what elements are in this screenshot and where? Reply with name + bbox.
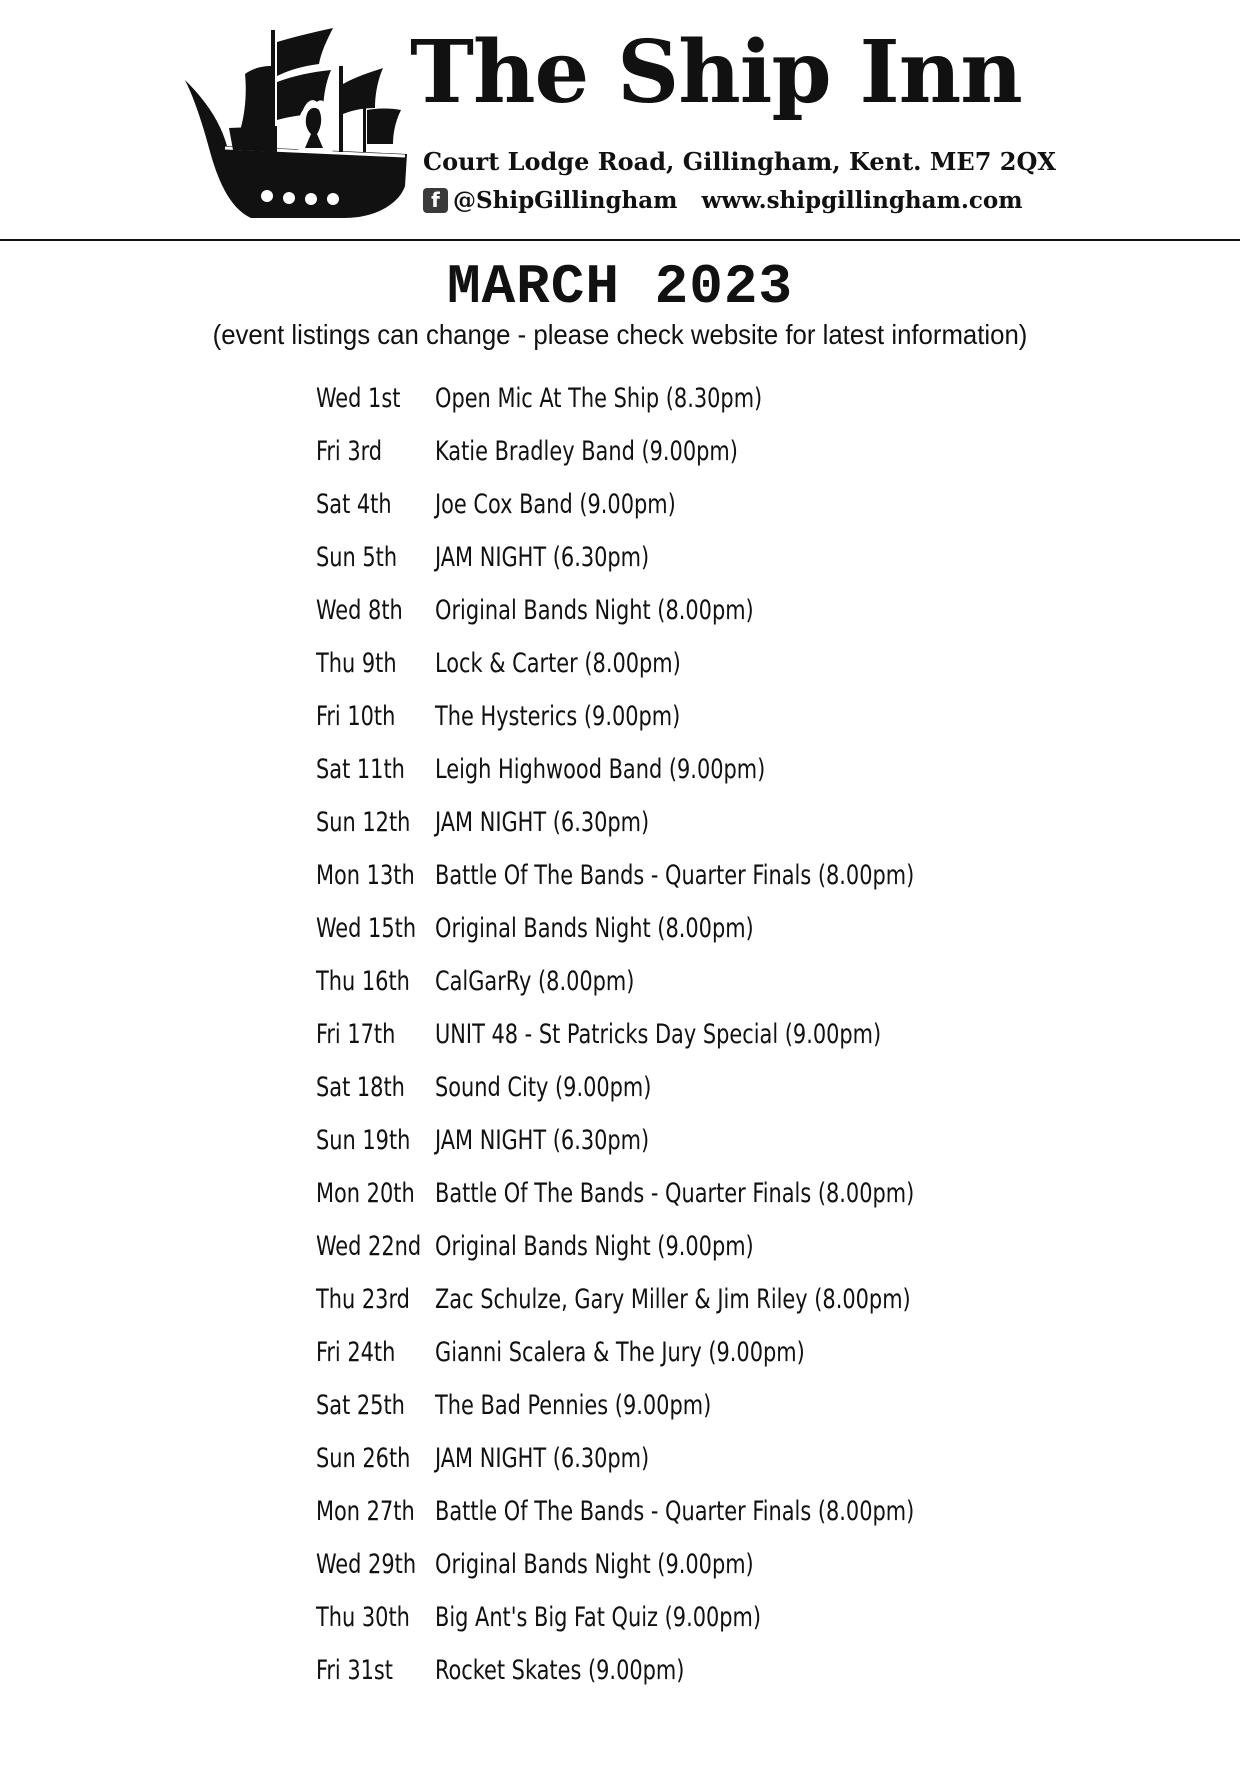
event-row: [316, 478, 992, 531]
event-name: Big Ant's Big Fat Quiz (9.00pm): [435, 1602, 762, 1633]
event-list: [316, 372, 992, 1697]
event-row: [316, 531, 992, 584]
event-date: Fri 17th: [316, 1019, 396, 1050]
event-row: [316, 1167, 992, 1220]
event-date: Fri 24th: [316, 1337, 396, 1368]
contact-line: [423, 186, 1023, 214]
event-name: Katie Bradley Band (9.00pm): [435, 436, 738, 467]
event-row: [316, 955, 992, 1008]
event-name: CalGarRy (8.00pm): [435, 966, 635, 997]
social-handle[interactable]: @ShipGillingham: [453, 186, 678, 214]
event-date: Sat 25th: [316, 1390, 405, 1421]
event-name: Zac Schulze, Gary Miller & Jim Riley (8.00pm): [435, 1284, 911, 1315]
month-title: MARCH 2023: [446, 255, 794, 319]
event-row: [316, 849, 992, 902]
event-row: [316, 637, 992, 690]
event-row: [316, 902, 992, 955]
event-name: Open Mic At The Ship (8.30pm): [435, 383, 763, 414]
event-date: Mon 13th: [316, 860, 415, 891]
event-date: Thu 23rd: [316, 1284, 410, 1315]
event-date: Mon 20th: [316, 1178, 415, 1209]
event-name: JAM NIGHT (6.30pm): [435, 1125, 650, 1156]
event-date: Wed 8th: [316, 595, 403, 626]
pub-name: The Ship Inn: [410, 22, 1022, 123]
event-row: [316, 1485, 992, 1538]
event-row: [316, 1008, 992, 1061]
event-row: [316, 425, 992, 478]
event-row: [316, 1644, 992, 1697]
event-name: JAM NIGHT (6.30pm): [435, 807, 650, 838]
event-row: [316, 1220, 992, 1273]
facebook-icon[interactable]: f: [423, 188, 448, 213]
event-row: [316, 690, 992, 743]
event-date: Wed 1st: [316, 383, 401, 414]
event-date: Wed 15th: [316, 913, 417, 944]
event-name: Rocket Skates (9.00pm): [435, 1655, 685, 1686]
event-date: Sat 11th: [316, 754, 405, 785]
event-name: JAM NIGHT (6.30pm): [435, 1443, 650, 1474]
event-row: [316, 1538, 992, 1591]
event-row: [316, 1591, 992, 1644]
event-date: Sun 26th: [316, 1443, 411, 1474]
event-name: Lock & Carter (8.00pm): [435, 648, 681, 679]
event-row: [316, 743, 992, 796]
event-name: Joe Cox Band (9.00pm): [435, 489, 676, 520]
address: Court Lodge Road, Gillingham, Kent. ME7 2QX: [423, 147, 1056, 176]
event-name: UNIT 48 - St Patricks Day Special (9.00pm): [435, 1019, 882, 1050]
event-date: Fri 31st: [316, 1655, 393, 1686]
event-row: [316, 1061, 992, 1114]
event-name: Sound City (9.00pm): [435, 1072, 652, 1103]
event-date: Sun 19th: [316, 1125, 411, 1156]
event-date: Wed 22nd: [316, 1231, 422, 1262]
event-date: Thu 16th: [316, 966, 410, 997]
event-name: Leigh Highwood Band (9.00pm): [435, 754, 766, 785]
listing-note: (event listings can change - please check website for latest information): [212, 319, 1028, 350]
event-date: Sat 4th: [316, 489, 392, 520]
event-name: Battle Of The Bands - Quarter Finals (8.00pm): [435, 1496, 915, 1527]
event-name: The Bad Pennies (9.00pm): [435, 1390, 712, 1421]
event-row: [316, 1379, 992, 1432]
event-date: Fri 3rd: [316, 436, 383, 467]
event-date: Thu 9th: [316, 648, 397, 679]
event-date: Sun 5th: [316, 542, 398, 573]
event-row: [316, 1114, 992, 1167]
header-divider: [0, 239, 1240, 241]
event-row: [316, 372, 992, 425]
event-name: Battle Of The Bands - Quarter Finals (8.00pm): [435, 1178, 915, 1209]
event-name: The Hysterics (9.00pm): [435, 701, 681, 732]
ship-logo-icon: [185, 28, 407, 220]
event-row: [316, 1432, 992, 1485]
event-row: [316, 584, 992, 637]
event-name: Original Bands Night (8.00pm): [435, 913, 754, 944]
event-date: Mon 27th: [316, 1496, 415, 1527]
event-date: Wed 29th: [316, 1549, 417, 1580]
website-link[interactable]: www.shipgillingham.com: [701, 186, 1023, 214]
event-name: Original Bands Night (9.00pm): [435, 1549, 754, 1580]
event-date: Sun 12th: [316, 807, 411, 838]
event-name: Battle Of The Bands - Quarter Finals (8.00pm): [435, 860, 915, 891]
event-name: Original Bands Night (8.00pm): [435, 595, 754, 626]
event-date: Thu 30th: [316, 1602, 410, 1633]
event-name: Original Bands Night (9.00pm): [435, 1231, 754, 1262]
event-row: [316, 796, 992, 849]
event-row: [316, 1273, 992, 1326]
event-date: Sat 18th: [316, 1072, 405, 1103]
event-name: Gianni Scalera & The Jury (9.00pm): [435, 1337, 805, 1368]
event-date: Fri 10th: [316, 701, 396, 732]
event-name: JAM NIGHT (6.30pm): [435, 542, 650, 573]
header: [0, 0, 1240, 240]
event-row: [316, 1326, 992, 1379]
